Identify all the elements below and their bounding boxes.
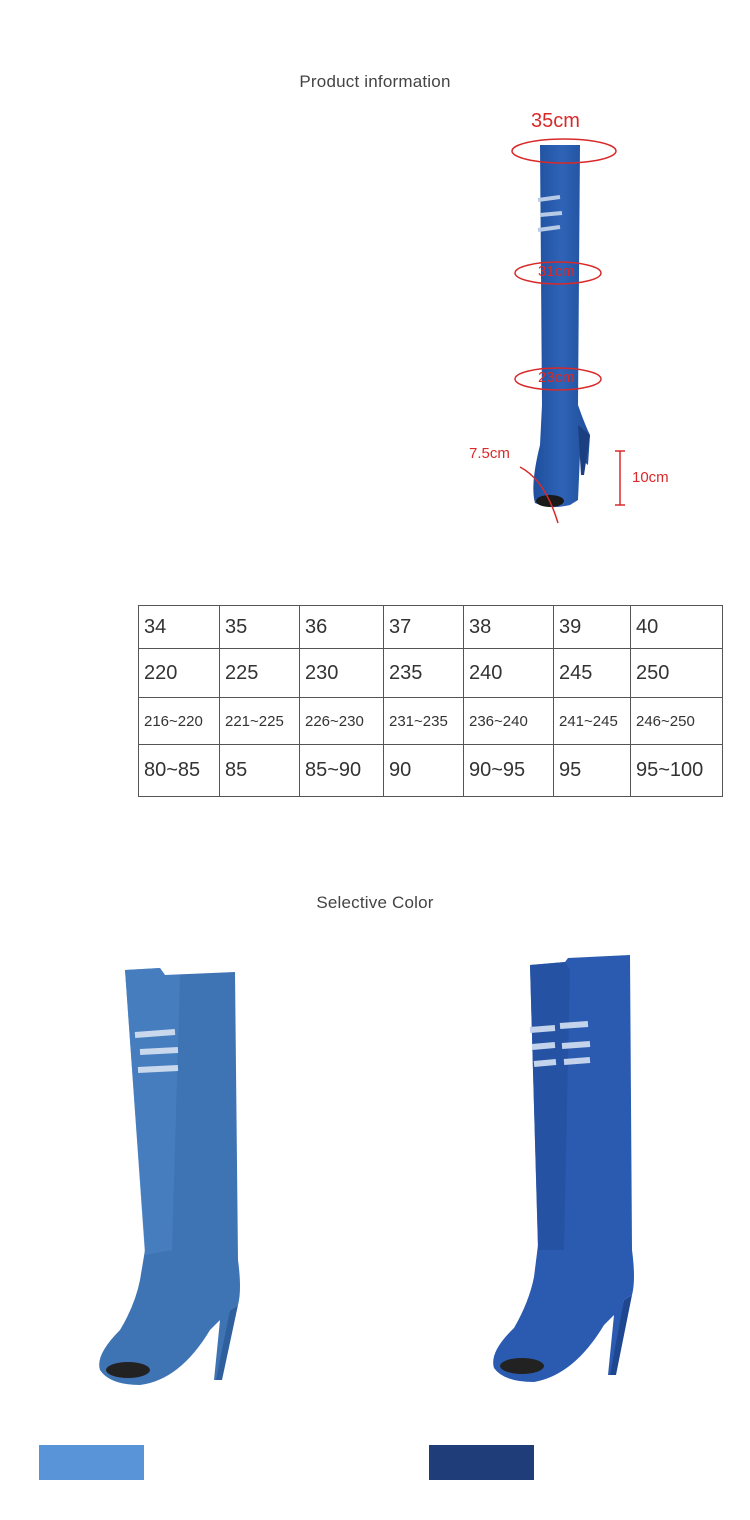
color-swatch-light-blue[interactable] <box>39 1445 144 1480</box>
boot-peep-toe <box>106 1362 150 1378</box>
table-cell: 226~230 <box>300 698 384 745</box>
table-cell: 90~95 <box>464 745 554 797</box>
table-cell: 34 <box>139 606 220 649</box>
table-cell: 35 <box>220 606 300 649</box>
table-cell: 231~235 <box>384 698 464 745</box>
size-row-foot-length <box>139 698 723 745</box>
boot-upper-panel <box>530 962 570 1250</box>
selective-color-title: Selective Color <box>316 893 434 912</box>
table-cell: 220 <box>139 649 220 698</box>
size-row-length <box>139 649 723 698</box>
table-cell: 40 <box>631 606 723 649</box>
table-cell: 241~245 <box>554 698 631 745</box>
table-cell: 246~250 <box>631 698 723 745</box>
table-cell: 90 <box>384 745 464 797</box>
color-swatch-dark-blue[interactable] <box>429 1445 534 1480</box>
table-cell: 80~85 <box>139 745 220 797</box>
table-cell: 37 <box>384 606 464 649</box>
table-cell: 235 <box>384 649 464 698</box>
size-row-foot-width <box>139 745 723 797</box>
table-cell: 85~90 <box>300 745 384 797</box>
table-cell: 225 <box>220 649 300 698</box>
product-information-title: Product information <box>299 72 451 91</box>
measure-label-heel: 10cm <box>632 469 669 486</box>
boot-image-light-blue[interactable] <box>80 960 260 1390</box>
measure-label-thigh: 31cm <box>538 263 575 280</box>
table-cell: 216~220 <box>139 698 220 745</box>
measure-label-knee: 23cm <box>538 369 575 386</box>
table-cell: 36 <box>300 606 384 649</box>
table-cell: 245 <box>554 649 631 698</box>
measure-label-top: 35cm <box>531 110 580 132</box>
table-cell: 221~225 <box>220 698 300 745</box>
boot-peep-toe <box>500 1358 544 1374</box>
table-cell: 236~240 <box>464 698 554 745</box>
table-cell: 250 <box>631 649 723 698</box>
table-cell: 230 <box>300 649 384 698</box>
table-cell: 38 <box>464 606 554 649</box>
table-cell: 85 <box>220 745 300 797</box>
table-cell: 95~100 <box>631 745 723 797</box>
table-cell: 95 <box>554 745 631 797</box>
table-cell: 39 <box>554 606 631 649</box>
size-row-eu <box>139 606 723 649</box>
size-table <box>138 605 723 797</box>
measurement-boot-illustration <box>450 105 710 535</box>
measure-label-toe: 7.5cm <box>469 445 510 462</box>
table-cell: 240 <box>464 649 554 698</box>
boot-image-dark-blue[interactable] <box>470 950 650 1390</box>
boot-upper-panel <box>125 968 180 1255</box>
